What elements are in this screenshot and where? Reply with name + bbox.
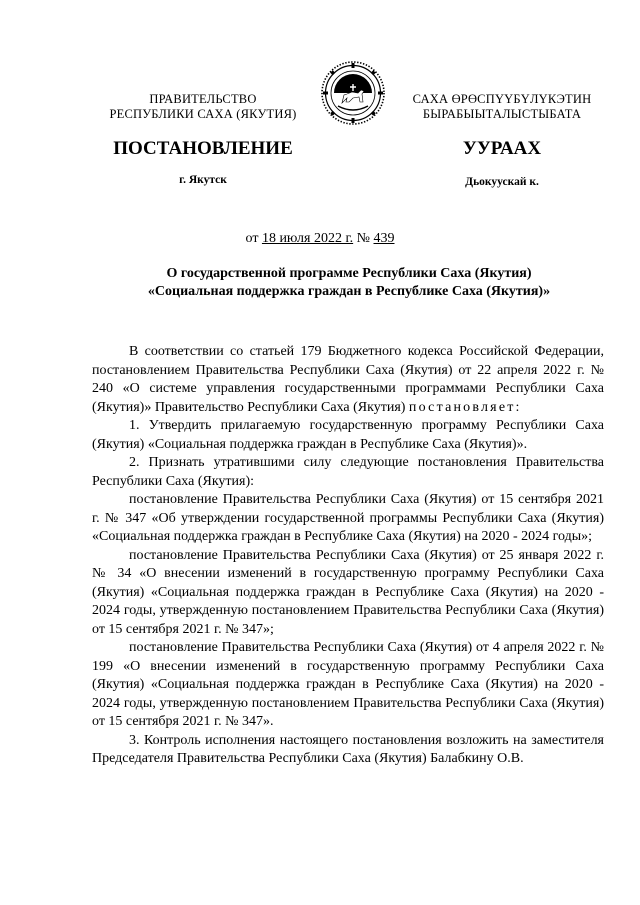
document-title-line1: О государственной программе Республики Саха (Якутия) <box>166 266 532 281</box>
paragraph-repeal-1: постановление Правительства Республики Саха (Якутия) от 15 сентября 2021 г. № 347 «Об утверждении государственной программы Республики Саха (Якутия) «Социальная поддержка граждан в Республике Саха (Якутия) на 2020 - 2024 годы»; <box>92 492 604 544</box>
document-title-line2: «Социальная поддержка граждан в Республике Саха (Якутия)» <box>147 284 551 299</box>
paragraph-item-3: 3. Контроль исполнения настоящего постановления возложить на заместителя Председателя Правительства Республики Саха (Якутия) Балабкину О.В. <box>92 732 604 766</box>
header-right <box>398 92 606 122</box>
date-prefix: от <box>245 231 259 246</box>
city-left: г. Якутск <box>179 174 227 186</box>
number-sign: № <box>356 231 370 246</box>
document-body <box>92 343 604 769</box>
document-title <box>92 265 606 301</box>
paragraph-item-2: 2. Признать утратившими силу следующие постановления Правительства Республики Саха (Якутия): <box>92 455 604 489</box>
header-left-line2: РЕСПУБЛИКИ САХА (ЯКУТИЯ) <box>109 107 297 121</box>
title-uuraakh: УУРААХ <box>462 138 542 159</box>
paragraph-repeal-3: постановление Правительства Республики Саха (Якутия) от 4 апреля 2022 г. № 199 «О внесении изменений в государственную программу Республики Саха (Якутия) «Социальная поддержка граждан в Республике Саха (Якутия) на 2020 - 2024 годы, утвержденную постановлением Правительства Республики Саха (Якутия) от 15 сентября 2021 г. № 347». <box>92 640 604 729</box>
city-right: Дьокуускай к. <box>465 176 539 188</box>
coat-of-arms-icon <box>320 60 386 126</box>
header-left-line1: ПРАВИТЕЛЬСТВО <box>149 92 257 106</box>
header-left <box>92 92 314 122</box>
dateline <box>0 231 640 247</box>
header-right-line2: БЫРАБЫЫТАЛЫСТЫБАТА <box>422 107 582 121</box>
paragraph-item-1: 1. Утвердить прилагаемую государственную программу Республики Саха (Якутия) «Социальная поддержка граждан в Республике Саха (Якутия)». <box>92 418 604 452</box>
paragraph-preamble <box>92 343 604 417</box>
header-right-line1: САХА ӨРӨСПҮҮБҮЛҮКЭТИН <box>412 92 592 106</box>
preamble-text: В соответствии со статьей 179 Бюджетного кодекса Российской Федерации, постановлением Правительства Республики Саха (Якутия) от 22 апреля 2022 г. № 240 «О системе управления государственными программами Республики Саха (Якутия)» Правительство Республики Саха (Якутия) <box>92 344 604 415</box>
paragraph-repeal-2: постановление Правительства Республики Саха (Якутия) от 25 января 2022 г. № 34 «О внесении изменений в государственную программу Республики Саха (Якутия) «Социальная поддержка граждан в Республике Саха (Якутия) на 2020 - 2024 годы, утвержденную постановлением Правительства Республики Саха (Якутия) от 15 сентября 2021 г. № 347»; <box>92 547 604 637</box>
document-number: 439 <box>373 231 395 246</box>
preamble-resolves: постановляет: <box>408 399 522 415</box>
date-value: 18 июля 2022 г. <box>261 231 354 246</box>
title-postanovlenie: ПОСТАНОВЛЕНИЕ <box>113 138 293 159</box>
